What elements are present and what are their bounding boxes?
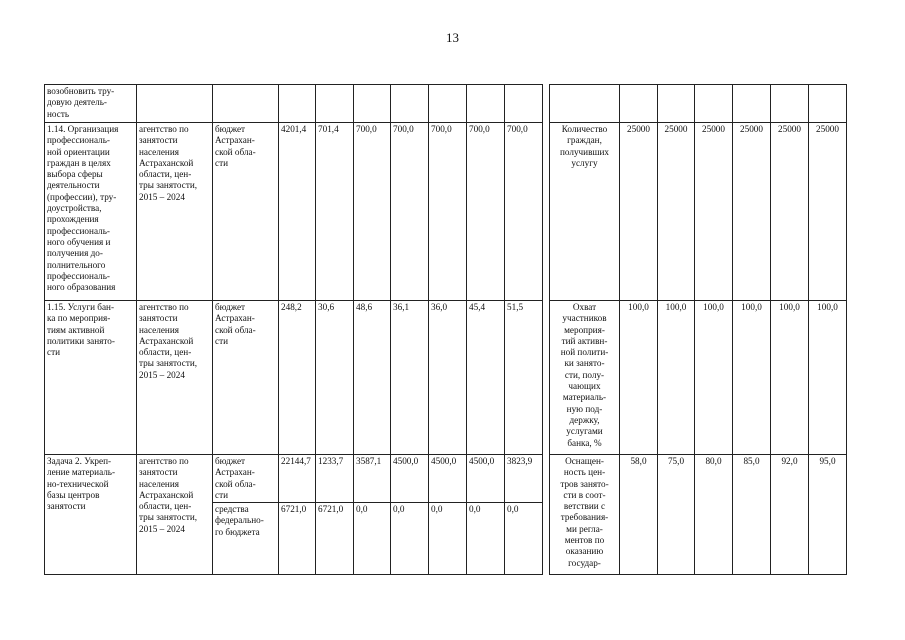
cell-amount: 0,0 — [505, 503, 543, 575]
cell-target — [809, 85, 847, 123]
cell-target: 25000 — [658, 123, 695, 301]
cell-amount: 0,0 — [354, 503, 391, 575]
cell-executor: агентство по занятости населения Астраханской области, цен- тры занятости, 2015 – 2024 — [137, 301, 213, 455]
cell-amount — [316, 85, 354, 123]
cell-gap — [543, 455, 550, 575]
cell-gap — [543, 85, 550, 123]
cell-amount — [467, 85, 505, 123]
program-table — [44, 84, 847, 575]
cell-source — [213, 85, 279, 123]
cell-source: бюджет Астрахан- ской обла- сти — [213, 455, 279, 503]
cell-target: 100,0 — [658, 301, 695, 455]
cell-target: 100,0 — [771, 301, 809, 455]
cell-amount: 4500,0 — [429, 455, 467, 503]
cell-amount — [391, 85, 429, 123]
cell-amount: 22144,7 — [279, 455, 316, 503]
cell-amount: 6721,0 — [279, 503, 316, 575]
cell-amount: 3823,9 — [505, 455, 543, 503]
cell-target: 25000 — [695, 123, 733, 301]
cell-amount: 30,6 — [316, 301, 354, 455]
cell-target: 95,0 — [809, 455, 847, 575]
cell-target: 58,0 — [620, 455, 658, 575]
cell-measure: 1.14. Организация профессиональ- ной ориентации граждан в целях выбора сферы деятельности (профессии), тру- доустройства, прохождения профессиональ- ного обучения и получения до- полнительного профессиональ- ного образования — [45, 123, 137, 301]
cell-amount: 0,0 — [467, 503, 505, 575]
cell-target — [733, 85, 771, 123]
cell-executor — [137, 85, 213, 123]
cell-amount: 6721,0 — [316, 503, 354, 575]
cell-target: 100,0 — [620, 301, 658, 455]
page-number: 13 — [446, 30, 459, 45]
cell-amount — [279, 85, 316, 123]
cell-source: бюджет Астрахан- ской обла- сти — [213, 301, 279, 455]
cell-measure: возобновить тру- довую деятель- ность — [45, 85, 137, 123]
cell-measure: Задача 2. Укреп- ление материаль- но-технической базы центров занятости — [45, 455, 137, 575]
cell-executor: агентство по занятости населения Астраханской области, цен- тры занятости, 2015 – 2024 — [137, 455, 213, 575]
cell-source: бюджет Астрахан- ской обла- сти — [213, 123, 279, 301]
cell-indicator: Оснащен- ность цен- тров занято- сти в соот- ветствии с требования- ми регла- ментов по оказанию государ- — [550, 455, 620, 575]
table-row — [45, 123, 847, 301]
table-row — [45, 85, 847, 123]
cell-target — [658, 85, 695, 123]
cell-indicator: Количество граждан, получивших услугу — [550, 123, 620, 301]
cell-target: 100,0 — [809, 301, 847, 455]
cell-amount — [354, 85, 391, 123]
cell-amount: 700,0 — [467, 123, 505, 301]
cell-target: 100,0 — [695, 301, 733, 455]
cell-target: 80,0 — [695, 455, 733, 575]
cell-target: 25000 — [620, 123, 658, 301]
cell-amount: 700,0 — [505, 123, 543, 301]
cell-executor: агентство по занятости населения Астраханской области, цен- тры занятости, 2015 – 2024 — [137, 123, 213, 301]
cell-amount: 36,0 — [429, 301, 467, 455]
cell-amount — [505, 85, 543, 123]
cell-amount: 0,0 — [391, 503, 429, 575]
cell-amount: 0,0 — [429, 503, 467, 575]
cell-amount: 48,6 — [354, 301, 391, 455]
cell-target: 100,0 — [733, 301, 771, 455]
table-row — [45, 455, 847, 503]
cell-target: 85,0 — [733, 455, 771, 575]
cell-source: средства федерально- го бюджета — [213, 503, 279, 575]
cell-target: 25000 — [771, 123, 809, 301]
cell-amount: 45,4 — [467, 301, 505, 455]
cell-amount: 4500,0 — [467, 455, 505, 503]
cell-target: 92,0 — [771, 455, 809, 575]
cell-target: 75,0 — [658, 455, 695, 575]
cell-amount: 248,2 — [279, 301, 316, 455]
cell-amount: 701,4 — [316, 123, 354, 301]
table-row — [45, 301, 847, 455]
cell-gap — [543, 123, 550, 301]
cell-amount: 700,0 — [354, 123, 391, 301]
cell-target: 25000 — [733, 123, 771, 301]
cell-amount: 700,0 — [391, 123, 429, 301]
cell-target — [695, 85, 733, 123]
cell-amount — [429, 85, 467, 123]
cell-amount: 4201,4 — [279, 123, 316, 301]
cell-amount: 4500,0 — [391, 455, 429, 503]
cell-gap — [543, 301, 550, 455]
cell-amount: 3587,1 — [354, 455, 391, 503]
cell-target — [771, 85, 809, 123]
cell-target: 25000 — [809, 123, 847, 301]
cell-amount: 36,1 — [391, 301, 429, 455]
cell-indicator: Охват участников мероприя- тий активн- ной полити- ки занято- сти, полу- чающих материаль- ную под- держку, услугами банка, % — [550, 301, 620, 455]
cell-indicator — [550, 85, 620, 123]
cell-target — [620, 85, 658, 123]
cell-amount: 700,0 — [429, 123, 467, 301]
cell-amount: 51,5 — [505, 301, 543, 455]
cell-amount: 1233,7 — [316, 455, 354, 503]
cell-measure: 1.15. Услуги бан- ка по мероприя- тиям активной политики занято- сти — [45, 301, 137, 455]
